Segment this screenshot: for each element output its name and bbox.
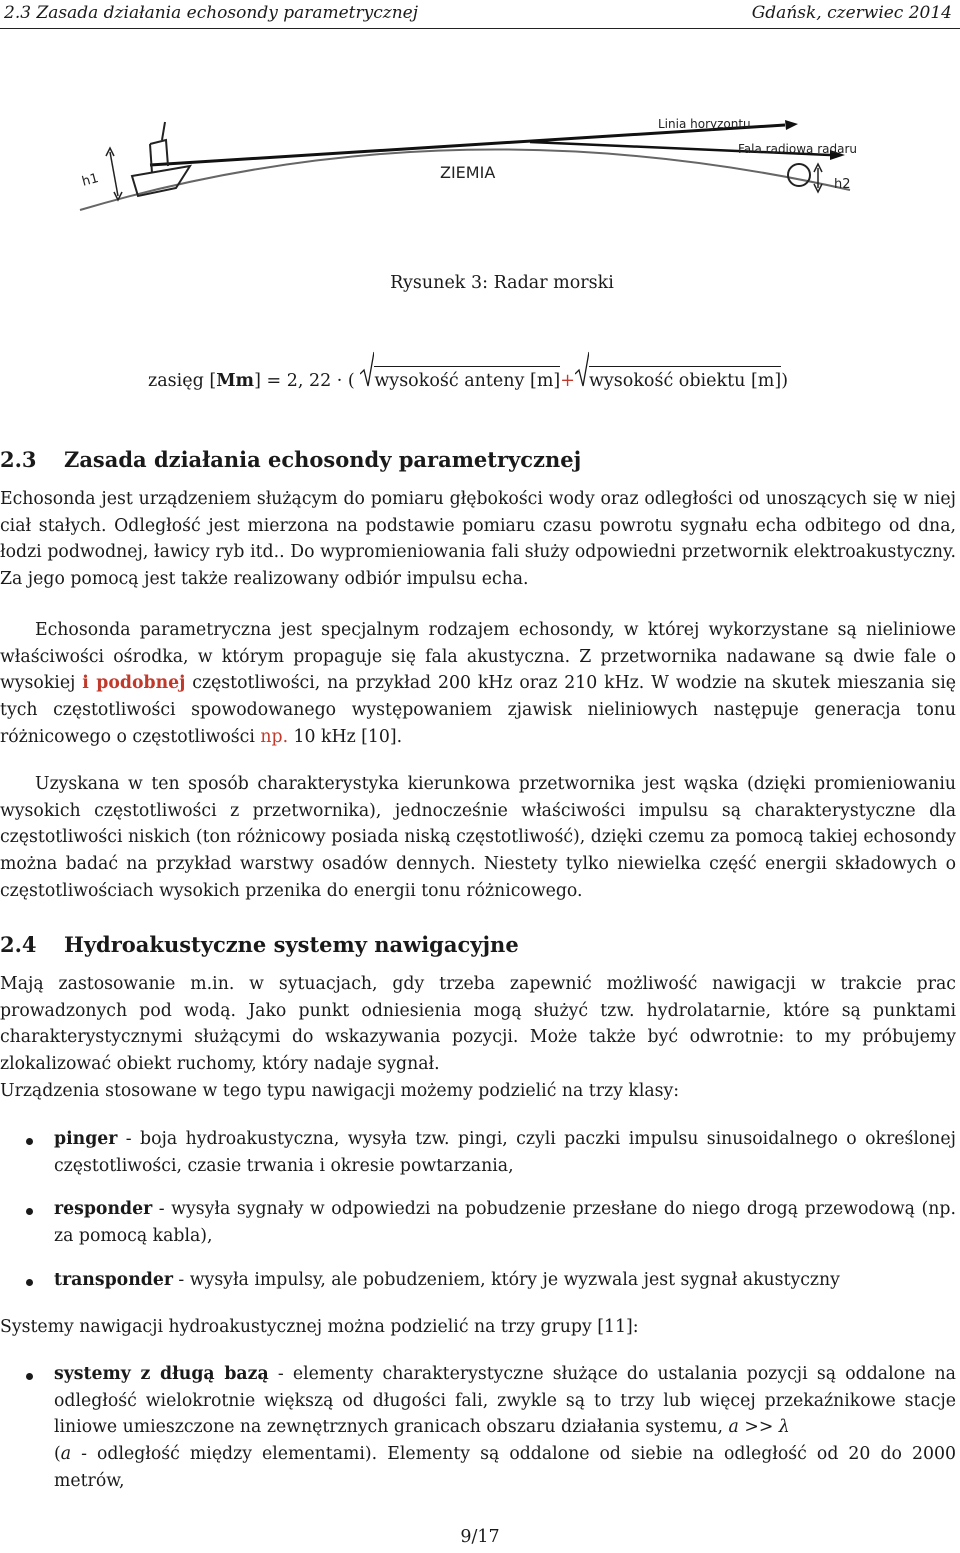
list-desc: - boja hydroakustyczna, wysyła tzw. pingi, czyli paczki impulsu sinusoidalnego o określonej częstotliwości, czasie trwania i okresie powtarzania, <box>54 1129 956 1176</box>
section-2-4-paragraph-3: Systemy nawigacji hydroakustycznej można podzielić na trzy grupy [11]: <box>0 1317 639 1337</box>
list-desc: - wysyła impulsy, ale pobudzeniem, który je wyzwala jest sygnał akustyczny <box>172 1269 840 1290</box>
section-2-3-heading <box>0 447 581 472</box>
p2-highlight: i podobnej <box>82 673 186 694</box>
system-groups-list <box>0 1361 956 1495</box>
range-formula <box>148 366 788 391</box>
list-item <box>0 1196 956 1249</box>
bullet-icon <box>26 1279 33 1286</box>
h1-arrow-icon <box>106 148 122 200</box>
list-desc-2: ( <box>54 1444 61 1465</box>
label-wave: Fala radiowa radaru <box>738 142 858 156</box>
section-2-3-paragraph-1: Echosonda jest urządzeniem służącym do pomiaru głębokości wody oraz odległości od unoszących się w niej ciał stałych. Odległość jest mierzona na podstawie pomiaru czasu powrotu sygnału echa odbitego od dna, łodzi podwodnej, ławicy ryb itd.. Do wypromieniowania fali służy odpowiedni przetwornik elektroakustyczny. Za jego pomocą jest także realizowany odbiór impulsu echa. <box>0 489 956 590</box>
sqrt-object-body: wysokość obiektu [m] <box>589 366 781 391</box>
list-item <box>0 1126 956 1179</box>
radar-figure <box>70 80 880 230</box>
horizon-line <box>150 125 785 165</box>
section-2-3-number: 2.3 <box>0 447 37 472</box>
sqrt-antenna <box>360 366 560 391</box>
section-2-4-paragraph-2: Urządzenia stosowane w tego typu nawigacji możemy podzielić na trzy klasy: <box>0 1081 680 1101</box>
label-horizon: Linia horyzontu <box>658 117 751 131</box>
formula-prefix: zasięg [ <box>148 371 217 391</box>
sqrt-antenna-body: wysokość anteny [m] <box>374 366 560 391</box>
list-desc: - wysyła sygnały w odpowiedzi na pobudzenie przesłane do niego drogą przewodową (np. za pomocą kabla), <box>54 1199 956 1247</box>
section-2-3-paragraph-3: Uzyskana w ten sposób charakterystyka kierunkowa przetwornika jest wąska (dzięki promieniowaniu wysokich częstotliwości z przetwornika), jednocześnie właściwości impulsu są charakterystyczne dla częstotliwości niskich (ton różnicowy posiada niską częstotliwość), dzięki czemu za pomocą takiej echosondy można badać na przykład warstwy osadów dennych. Niestety tylko niewielka część energii składowych o częstotliwościach wysokich przenika do energii tonu różnicowego. <box>0 774 956 901</box>
math-inequality: a >> λ <box>728 1417 790 1438</box>
header-date: Gdańsk, czerwiec 2014 <box>751 3 952 23</box>
device-classes-list <box>0 1126 956 1294</box>
p2-text-a: Echosonda parametryczna jest specjalnym rodzajem echosondy, w której wykorzystane są nieliniowe właściwości ośrodka, w którym propaguje się fala akustyczna. Z przetwornika nadawane są dwie fale o wysokiej <box>0 620 956 694</box>
label-earth: ZIEMIA <box>440 163 496 182</box>
section-2-4-heading <box>0 932 519 957</box>
page-number: 9/17 <box>460 1527 500 1547</box>
section-2-3-paragraph-2 <box>0 617 956 751</box>
math-var-a: a <box>60 1444 72 1465</box>
figure-caption: Rysunek 3: Radar morski <box>390 273 614 293</box>
sqrt-object <box>575 366 781 391</box>
section-2-4-number: 2.4 <box>0 932 37 957</box>
label-h1: h1 <box>80 171 101 190</box>
horizon-arrowhead <box>785 120 798 130</box>
running-header <box>4 2 952 26</box>
target-object-icon <box>788 164 810 186</box>
formula-mid: ] = 2, 22 · ( <box>254 371 355 391</box>
formula-unit: Mm <box>216 371 255 391</box>
h2-arrow-icon <box>814 164 822 192</box>
header-rule <box>0 28 960 29</box>
list-item <box>0 1361 956 1495</box>
list-desc-3: - odległość między elementami). Elementy są oddalone od siebie na odległość od 20 do 2000 metrów, <box>54 1444 956 1491</box>
bullet-icon <box>26 1138 33 1145</box>
section-2-4-title: Hydroakustyczne systemy nawigacyjne <box>64 932 519 957</box>
bullet-icon <box>26 1208 33 1215</box>
p2-text-c: 10 kHz [10]. <box>288 726 403 747</box>
list-term: systemy z długą bazą <box>54 1364 269 1384</box>
p2-text-b: częstotliwości, na przykład 200 kHz oraz 210 kHz. W wodzie na skutek mieszania się tych częstotliwości spowodowanego występowaniem zjawisk nieliniowych następuje generacja tonu różnicowego o częstotliwości <box>0 673 957 747</box>
bullet-icon <box>26 1373 33 1380</box>
label-h2: h2 <box>834 177 851 192</box>
list-term: responder <box>54 1199 153 1220</box>
formula-plus: + <box>560 371 575 391</box>
list-item <box>0 1267 956 1294</box>
p2-np: np. <box>260 726 289 747</box>
formula-close: ) <box>781 371 789 391</box>
list-desc: - elementy charakterystyczne służące do ustalania pozycji są oddalone na odległość wielokrotnie większą od długości fali, zwykle są to trzy lub więcej przekaźnikowe stacje liniowe umieszczone na zewnętrznych granicach obszaru działania systemu, <box>54 1364 956 1438</box>
section-2-3-title: Zasada działania echosondy parametrycznej <box>64 447 582 472</box>
list-term: pinger <box>54 1129 118 1149</box>
section-2-4-paragraph-1: Mają zastosowanie m.in. w sytuacjach, gdy trzeba zapewnić możliwość nawigacji w trakcie prac prowadzonych pod wodą. Jako punkt odniesienia mogą służyć tzw. hydrolatarnie, które są punktami charakterystycznymi służącymi do wskazywania pozycji. Może także być odwrotnie: to my próbujemy zlokalizować obiekt ruchomy, który nadaje sygnał. <box>0 974 956 1075</box>
header-section-title: 2.3 Zasada działania echosondy parametrycznej <box>4 3 418 23</box>
ship-icon <box>132 122 190 196</box>
list-term: transponder <box>54 1269 173 1290</box>
